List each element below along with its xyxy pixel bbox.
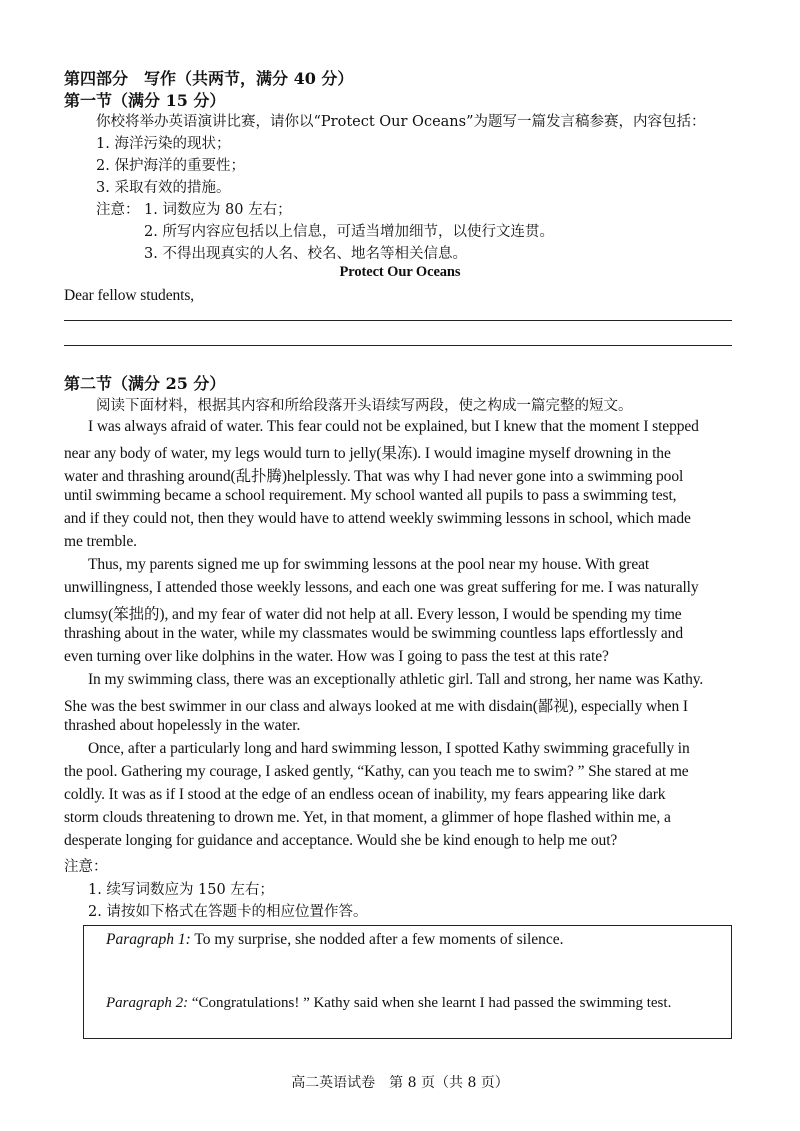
section2-notes-label: 注意： [64, 859, 108, 875]
passage-line: Once, after a particularly long and hard swimming lesson, I spotted Kathy swimming gracefully in [88, 740, 690, 757]
content-point-2: 2. 保护海洋的重要性； [96, 158, 245, 174]
passage-line: clumsy(笨拙的), and my fear of water did not help at all. Every lesson, I would be spending my time [64, 606, 682, 623]
passage-line: and if they could not, then they would have to attend weekly swimming lessons in school, which made [64, 510, 691, 527]
passage-line: coldly. It was as if I stood at the edge of an endless ocean of inability, my fears appearing like dark [64, 786, 666, 803]
passage-line: me tremble. [64, 533, 137, 550]
passage-line: She was the best swimmer in our class and always looked at me with disdain(鄙视), especially when I [64, 698, 688, 715]
paragraph-2-text: “Congratulations! ” Kathy said when she learnt I had passed the swimming test. [188, 995, 672, 1011]
part-title: 第四部分 写作（共两节，满分 40 分） [64, 69, 354, 88]
content-point-3: 3. 采取有效的措施。 [96, 180, 231, 196]
passage-line: I was always afraid of water. This fear could not be explained, but I knew that the moment I stepped [88, 418, 699, 435]
answer-line [64, 345, 732, 346]
section1-prompt: 你校将举办英语演讲比赛，请你以“Protect Our Oceans”为题写一篇发言稿参赛，内容包括： [96, 114, 706, 130]
passage-line: storm clouds threatening to drown me. Yet, in that moment, a glimmer of hope flashed within me, a [64, 809, 671, 826]
page-footer: 高二英语试卷 第 8 页（共 8 页） [291, 1075, 509, 1091]
passage-line: water and thrashing around(乱扑腾)helplessly. That was why I had never gone into a swimming pool [64, 468, 684, 485]
notes-label: 注意： [96, 202, 140, 218]
paragraph-1-label: Paragraph 1: [106, 931, 191, 948]
paragraph-1-start [106, 931, 564, 949]
content-point-1: 1. 海洋污染的现状； [96, 136, 231, 152]
section2-note-1: 1. 续写词数应为 150 左右； [88, 882, 274, 898]
paragraph-2-start [106, 995, 671, 1012]
passage-line: thrashing about in the water, while my classmates would be swimming countless laps effortlessly and [64, 625, 683, 642]
answer-format-box [83, 925, 732, 1039]
essay-title: Protect Our Oceans [339, 264, 461, 280]
passage-line: desperate longing for guidance and acceptance. Would she be kind enough to help me out? [64, 832, 618, 849]
passage-line: the pool. Gathering my courage, I asked gently, “Kathy, can you teach me to swim? ” She stared at me [64, 763, 689, 780]
passage-line: near any body of water, my legs would turn to jelly(果冻). I would imagine myself drowning in the [64, 445, 671, 462]
salutation: Dear fellow students, [64, 287, 195, 304]
paragraph-1-text: To my surprise, she nodded after a few moments of silence. [190, 931, 564, 948]
passage-line: In my swimming class, there was an exceptionally athletic girl. Tall and strong, her name was Kathy. [88, 671, 704, 688]
note-1: 1. 词数应为 80 左右； [144, 202, 292, 218]
note-3: 3. 不得出现真实的人名、校名、地名等相关信息。 [144, 246, 467, 262]
passage-line: unwillingness, I attended those weekly lessons, and each one was great suffering for me. I was naturally [64, 579, 699, 596]
paragraph-2-label: Paragraph 2: [106, 995, 189, 1011]
section2-note-2: 2. 请按如下格式在答题卡的相应位置作答。 [88, 904, 368, 920]
section2-instruction: 阅读下面材料，根据其内容和所给段落开头语续写两段，使之构成一篇完整的短文。 [96, 398, 633, 414]
answer-line [64, 320, 732, 321]
section1-title: 第一节（满分 15 分） [64, 91, 226, 110]
passage-line: until swimming became a school requirement. My school wanted all pupils to pass a swimming test, [64, 487, 677, 504]
note-2: 2. 所写内容应包括以上信息，可适当增加细节，以使行文连贯。 [144, 224, 554, 240]
passage-line: thrashed about hopelessly in the water. [64, 717, 301, 734]
section2-title: 第二节（满分 25 分） [64, 374, 226, 393]
passage-line: Thus, my parents signed me up for swimming lessons at the pool near my house. With great [88, 556, 650, 573]
passage-line: even turning over like dolphins in the water. How was I going to pass the test at this rate? [64, 648, 609, 665]
